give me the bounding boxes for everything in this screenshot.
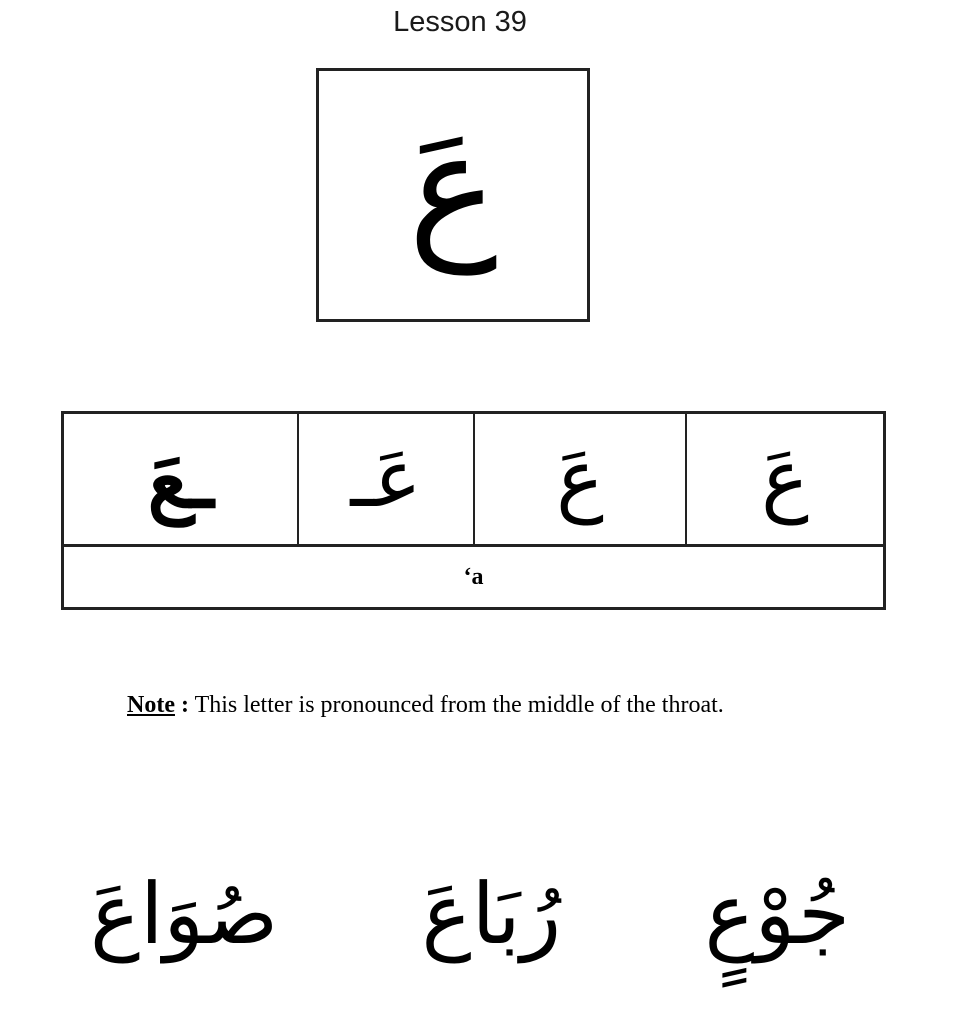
example-word: صُوَاعَ [90, 865, 279, 964]
main-letter-box [316, 68, 590, 322]
form-final: ـعَ [147, 432, 214, 526]
note-label: Note [127, 692, 175, 718]
main-letter: عَ [408, 101, 498, 275]
transliteration-row [64, 547, 883, 607]
letter-forms-row [64, 414, 883, 547]
example-word: رُبَاعَ [421, 865, 562, 964]
pronunciation-note [127, 692, 724, 719]
example-word: جُوْعٍ [704, 865, 850, 964]
example-words [90, 830, 850, 1000]
form-initial: عَـ [350, 432, 422, 525]
form-cell-isolated [687, 414, 883, 544]
form-isolated: عَ [761, 432, 809, 525]
note-colon: : [180, 692, 189, 718]
form-cell-isolated-alt [475, 414, 687, 544]
form-cell-initial [299, 414, 475, 544]
form-cell-final [64, 414, 299, 544]
transliteration: ‘a [463, 563, 484, 590]
note-text: This letter is pronounced from the middle of the throat. [194, 692, 724, 718]
form-isolated-alt: عَ [556, 432, 604, 525]
lesson-title: Lesson 39 [393, 6, 527, 38]
letter-forms-table [61, 411, 886, 610]
